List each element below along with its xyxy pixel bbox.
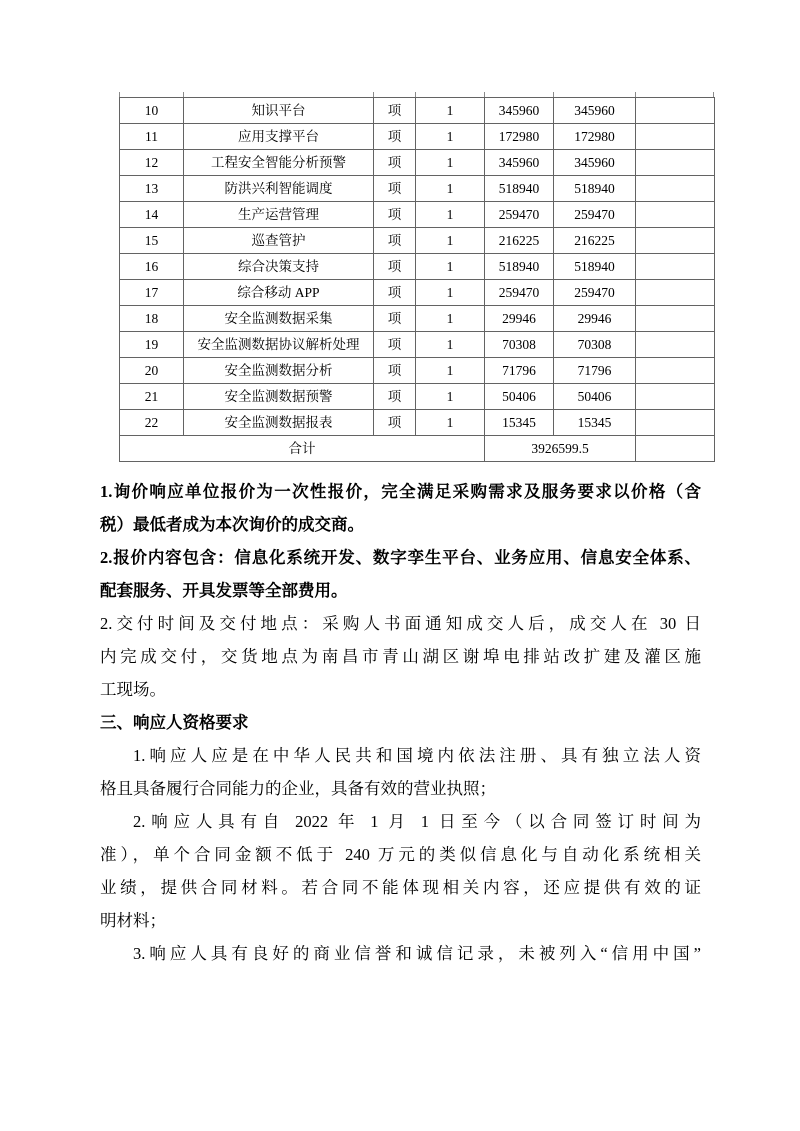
cell-unit: 项: [374, 384, 416, 410]
cell-remark: [636, 150, 715, 176]
cell-serial-no: 10: [120, 98, 184, 124]
paragraph-line-quote-rule: 1.询价响应单位报价为一次性报价，完全满足采购需求及服务要求以价格（含: [100, 482, 701, 501]
cell-unit-price: 15345: [485, 410, 554, 436]
cell-serial-no: 13: [120, 176, 184, 202]
cell-unit-price: 518940: [485, 176, 554, 202]
table-row: [120, 384, 715, 410]
cell-unit-price: 29946: [485, 306, 554, 332]
cell-serial-no: 21: [120, 384, 184, 410]
cell-total-price: 70308: [554, 332, 636, 358]
cell-item-name: 防洪兴利智能调度: [184, 176, 374, 202]
cell-remark: [636, 202, 715, 228]
total-value-cell: 3926599.5: [485, 436, 636, 462]
cell-quantity: 1: [416, 306, 485, 332]
cell-item-name: 安全监测数据报表: [184, 410, 374, 436]
paragraph-line-delivery-terms: 内完成交付，交货地点为南昌市青山湖区谢埠电排站改扩建及灌区施: [100, 647, 701, 666]
paragraph-line-qualification-2: 准），单个合同金额不低于 240 万元的类似信息化与自动化系统相关: [100, 845, 701, 864]
cell-item-name: 综合决策支持: [184, 254, 374, 280]
cell-item-name: 知识平台: [184, 98, 374, 124]
cell-quantity: 1: [416, 332, 485, 358]
cell-remark: [636, 176, 715, 202]
paragraph-line-quote-rule: 税）最低者成为本次询价的成交商。: [100, 515, 364, 534]
paragraph-line-qualification-2: 业绩，提供合同材料。若合同不能体现相关内容，还应提供有效的证: [100, 878, 701, 897]
cell-remark: [636, 280, 715, 306]
cell-remark: [636, 306, 715, 332]
cell-remark: [636, 384, 715, 410]
cell-unit-price: 172980: [485, 124, 554, 150]
text-block: [100, 475, 701, 970]
cell-unit: 项: [374, 176, 416, 202]
cell-unit-price: 70308: [485, 332, 554, 358]
cell-item-name: 综合移动 APP: [184, 280, 374, 306]
cell-total-price: 259470: [554, 202, 636, 228]
cell-total-price: 345960: [554, 150, 636, 176]
paragraph-line-quote-content: 配套服务、开具发票等全部费用。: [100, 581, 348, 600]
quotation-items-table: [119, 97, 715, 462]
cell-total-price: 15345: [554, 410, 636, 436]
cell-item-name: 应用支撑平台: [184, 124, 374, 150]
cell-serial-no: 17: [120, 280, 184, 306]
cell-quantity: 1: [416, 384, 485, 410]
cell-unit: 项: [374, 358, 416, 384]
cell-serial-no: 15: [120, 228, 184, 254]
cell-unit-price: 216225: [485, 228, 554, 254]
section-heading: 三、响应人资格要求: [100, 713, 249, 732]
paragraph-line-qualification-1: 1.响应人应是在中华人民共和国境内依法注册、具有独立法人资: [133, 746, 701, 765]
table-row: [120, 228, 715, 254]
cell-remark: [636, 254, 715, 280]
cell-unit: 项: [374, 332, 416, 358]
total-row: [120, 436, 715, 462]
cell-unit: 项: [374, 228, 416, 254]
table-row: [120, 306, 715, 332]
cell-unit-price: 50406: [485, 384, 554, 410]
cell-total-price: 259470: [554, 280, 636, 306]
cell-total-price: 518940: [554, 254, 636, 280]
cell-serial-no: 16: [120, 254, 184, 280]
cell-unit-price: 518940: [485, 254, 554, 280]
cell-item-name: 工程安全智能分析预警: [184, 150, 374, 176]
cell-total-price: 71796: [554, 358, 636, 384]
cell-remark: [636, 358, 715, 384]
table-row: [120, 176, 715, 202]
total-remark-cell: [636, 436, 715, 462]
table-row: [120, 98, 715, 124]
table-row: [120, 358, 715, 384]
cell-quantity: 1: [416, 358, 485, 384]
cell-unit-price: 71796: [485, 358, 554, 384]
cell-quantity: 1: [416, 124, 485, 150]
cell-remark: [636, 98, 715, 124]
cell-total-price: 216225: [554, 228, 636, 254]
cell-quantity: 1: [416, 280, 485, 306]
cell-quantity: 1: [416, 410, 485, 436]
cell-remark: [636, 332, 715, 358]
cell-unit: 项: [374, 254, 416, 280]
cell-quantity: 1: [416, 254, 485, 280]
cell-quantity: 1: [416, 202, 485, 228]
paragraph-line-quote-content: 2.报价内容包含：信息化系统开发、数字孪生平台、业务应用、信息安全体系、: [100, 548, 701, 567]
paragraph-line-qualification-2: 2.响应人具有自 2022 年 1 月 1 日至今（以合同签订时间为: [133, 812, 701, 831]
cell-item-name: 安全监测数据预警: [184, 384, 374, 410]
cell-item-name: 安全监测数据协议解析处理: [184, 332, 374, 358]
cell-quantity: 1: [416, 150, 485, 176]
cell-quantity: 1: [416, 228, 485, 254]
cell-serial-no: 14: [120, 202, 184, 228]
cell-quantity: 1: [416, 176, 485, 202]
cell-total-price: 518940: [554, 176, 636, 202]
table-row: [120, 202, 715, 228]
table-row: [120, 410, 715, 436]
cell-total-price: 50406: [554, 384, 636, 410]
cell-unit-price: 345960: [485, 150, 554, 176]
table-row: [120, 254, 715, 280]
cell-unit: 项: [374, 202, 416, 228]
cell-total-price: 29946: [554, 306, 636, 332]
paragraph-line-delivery-terms: 2.交付时间及交付地点：采购人书面通知成交人后，成交人在 30 日: [100, 614, 701, 633]
cell-item-name: 巡查管护: [184, 228, 374, 254]
cell-unit: 项: [374, 98, 416, 124]
paragraph-line-qualification-2: 明材料；: [100, 911, 166, 930]
cell-unit-price: 345960: [485, 98, 554, 124]
cell-item-name: 安全监测数据分析: [184, 358, 374, 384]
table-row: [120, 332, 715, 358]
paragraph-line-qualification-1: 格且具备履行合同能力的企业，具备有效的营业执照；: [100, 779, 496, 798]
paragraph-line-delivery-terms: 工现场。: [100, 680, 166, 699]
cell-total-price: 172980: [554, 124, 636, 150]
cell-serial-no: 11: [120, 124, 184, 150]
cell-unit: 项: [374, 150, 416, 176]
cell-unit: 项: [374, 124, 416, 150]
table-row: [120, 150, 715, 176]
cell-serial-no: 22: [120, 410, 184, 436]
cell-unit: 项: [374, 280, 416, 306]
cell-serial-no: 18: [120, 306, 184, 332]
cell-unit: 项: [374, 410, 416, 436]
cell-unit-price: 259470: [485, 280, 554, 306]
cell-unit: 项: [374, 306, 416, 332]
items-table-body: [120, 98, 715, 462]
cell-remark: [636, 410, 715, 436]
total-label-cell: 合计: [120, 436, 485, 462]
cell-serial-no: 12: [120, 150, 184, 176]
cell-serial-no: 20: [120, 358, 184, 384]
cell-item-name: 生产运营管理: [184, 202, 374, 228]
cell-total-price: 345960: [554, 98, 636, 124]
cell-item-name: 安全监测数据采集: [184, 306, 374, 332]
cell-serial-no: 19: [120, 332, 184, 358]
cell-quantity: 1: [416, 98, 485, 124]
paragraph-line-qualification-3: 3.响应人具有良好的商业信誉和诚信记录，未被列入“信用中国”: [133, 944, 701, 963]
cell-remark: [636, 124, 715, 150]
table-row: [120, 124, 715, 150]
table-row: [120, 280, 715, 306]
cell-remark: [636, 228, 715, 254]
cell-unit-price: 259470: [485, 202, 554, 228]
